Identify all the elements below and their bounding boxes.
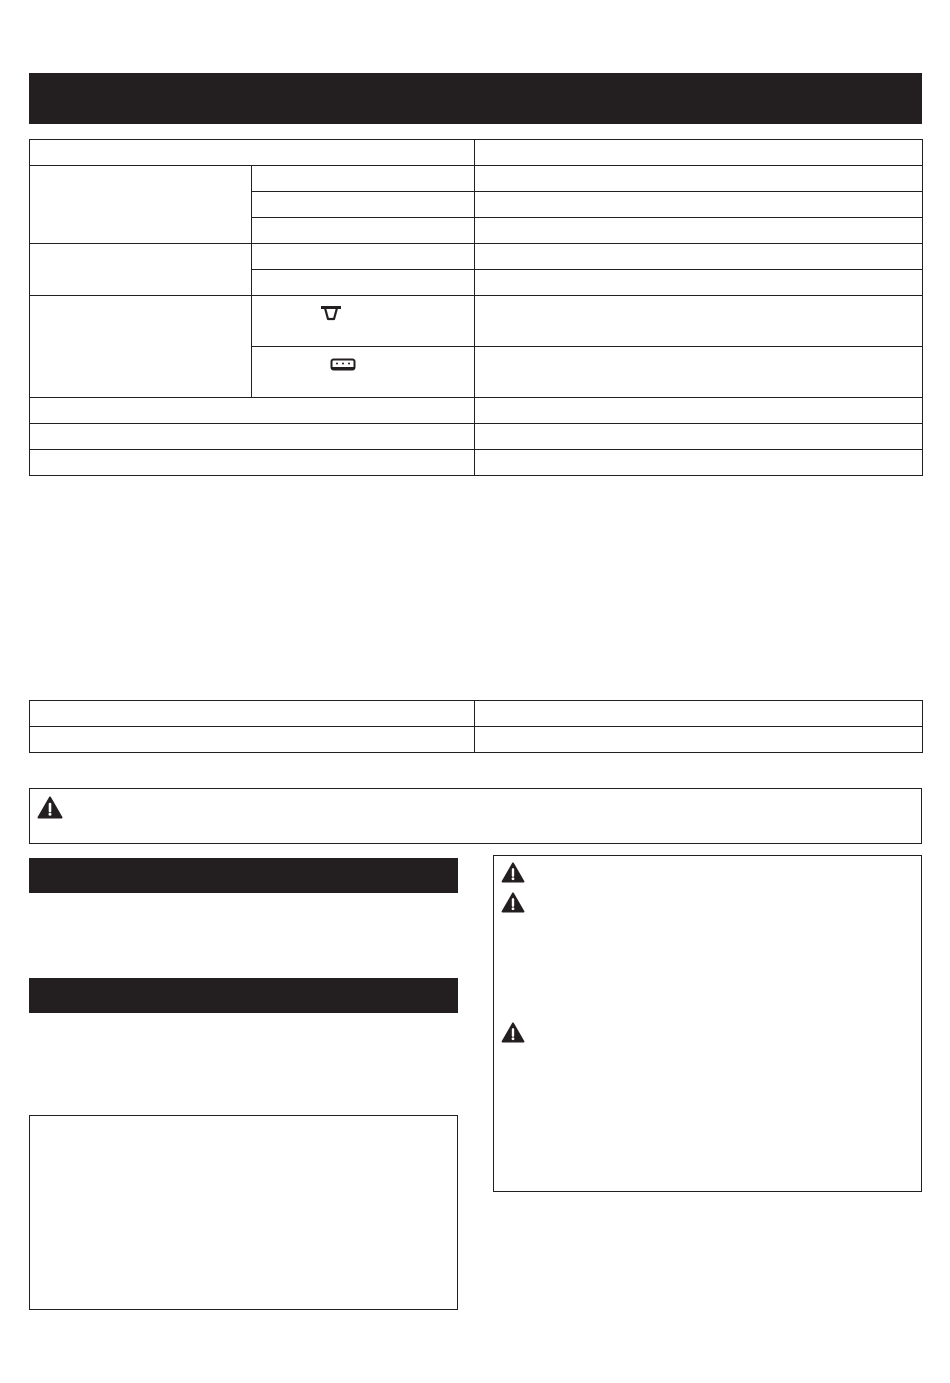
table-cell bbox=[30, 166, 252, 244]
warning-box bbox=[29, 788, 922, 844]
warning-triangle-icon bbox=[37, 796, 63, 824]
table-cell bbox=[475, 140, 923, 166]
table-cell bbox=[475, 701, 923, 727]
secondary-table bbox=[29, 700, 923, 753]
table-row bbox=[30, 244, 923, 270]
section-header-banner bbox=[29, 73, 922, 124]
table-row bbox=[30, 398, 923, 424]
warning-triangle-icon bbox=[501, 1022, 525, 1048]
table-cell bbox=[475, 347, 923, 398]
table-cell bbox=[252, 218, 475, 244]
table-cell bbox=[252, 347, 475, 398]
table-cell bbox=[475, 450, 923, 476]
pad-icon bbox=[330, 358, 356, 375]
table-cell bbox=[252, 166, 475, 192]
table-cell bbox=[475, 218, 923, 244]
table-cell bbox=[30, 450, 475, 476]
table-row bbox=[30, 296, 923, 347]
warning-triangle-icon bbox=[501, 892, 525, 918]
table-cell bbox=[30, 701, 475, 727]
table-cell bbox=[475, 244, 923, 270]
table-cell bbox=[30, 244, 252, 296]
specifications-table bbox=[29, 139, 923, 476]
section-bar bbox=[29, 978, 458, 1013]
table-cell bbox=[252, 244, 475, 270]
table-cell bbox=[252, 192, 475, 218]
nozzle-head-icon bbox=[320, 306, 342, 325]
table-cell bbox=[30, 727, 475, 753]
table-cell bbox=[475, 192, 923, 218]
safety-warnings-box bbox=[493, 855, 922, 1192]
table-cell bbox=[475, 166, 923, 192]
notice-box bbox=[29, 1115, 458, 1310]
table-row bbox=[30, 450, 923, 476]
table-row bbox=[30, 727, 923, 753]
warning-triangle-icon bbox=[501, 862, 525, 888]
table-cell bbox=[30, 296, 252, 398]
table-row bbox=[30, 140, 923, 166]
table-row bbox=[30, 424, 923, 450]
table-cell bbox=[475, 424, 923, 450]
table-cell bbox=[475, 296, 923, 347]
table-cell bbox=[475, 727, 923, 753]
table-row bbox=[30, 166, 923, 192]
table-cell bbox=[252, 270, 475, 296]
table-cell bbox=[475, 270, 923, 296]
section-bar bbox=[29, 858, 458, 893]
table-cell bbox=[475, 398, 923, 424]
table-cell bbox=[30, 424, 475, 450]
table-cell bbox=[30, 398, 475, 424]
table-cell bbox=[252, 296, 475, 347]
table-cell bbox=[30, 140, 475, 166]
table-row bbox=[30, 701, 923, 727]
